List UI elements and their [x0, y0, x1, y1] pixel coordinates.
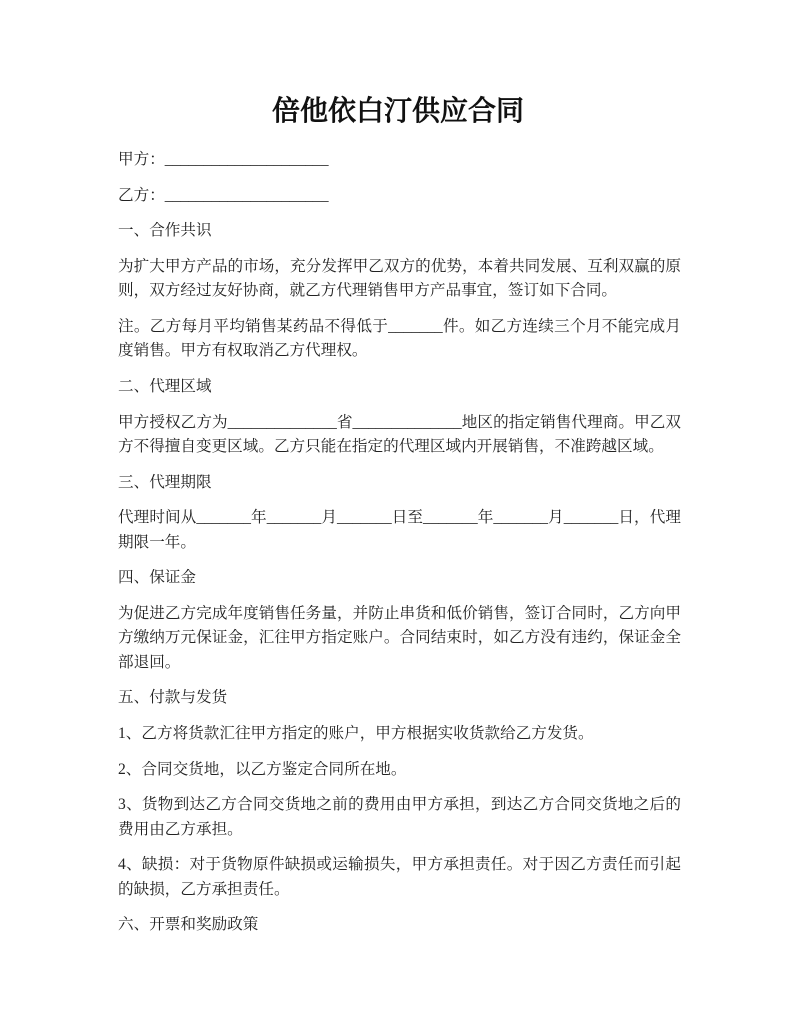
- section-2-heading: 二、代理区域: [118, 377, 212, 395]
- section-5-item-3: 3、货物到达乙方合同交货地之前的费用由甲方承担，到达乙方合同交货地之后的费用由乙方承担。: [118, 796, 681, 838]
- party-a-line: 甲方：_____________________: [118, 150, 329, 168]
- section-2-paragraph-1: 甲方授权乙方为______________省______________地区的指定销售代理商。甲乙双方不得擅自变更区域。乙方只能在指定的代理区域内开展销售，不准跨越区域。: [118, 413, 681, 455]
- section-5-item-4: 4、缺损：对于货物原件缺损或运输损失，甲方承担责任。对于因乙方责任而引起的缺损，乙方承担责任。: [118, 856, 681, 898]
- section-5-item-2: 2、合同交货地，以乙方鉴定合同所在地。: [118, 760, 407, 778]
- section-1-note: 注。乙方每月平均销售某药品不得低于_______件。如乙方连续三个月不能完成月度销售。甲方有权取消乙方代理权。: [118, 317, 681, 360]
- document-body: [118, 148, 681, 949]
- section-1-paragraph-1: 为扩大甲方产品的市场，充分发挥甲乙双方的优势，本着共同发展、互利双赢的原则，双方经过友好协商，就乙方代理销售甲方产品事宜，签订如下合同。: [118, 257, 681, 300]
- section-5-heading: 五、付款与发货: [118, 689, 228, 707]
- section-1-heading: 一、合作共识: [118, 222, 212, 240]
- section-3-paragraph-1: 代理时间从_______年_______月_______日至_______年_______月_______日，代理期限一年。: [118, 509, 681, 551]
- party-b-line: 乙方：_____________________: [118, 186, 329, 204]
- section-3-heading: 三、代理期限: [118, 473, 212, 491]
- section-6-heading: 六、开票和奖励政策: [118, 916, 259, 934]
- document-title: 倍他依白汀供应合同: [271, 96, 524, 127]
- section-4-paragraph-1: 为促进乙方完成年度销售任务量，并防止串货和低价销售，签订合同时，乙方向甲方缴纳万元保证金，汇往甲方指定账户。合同结束时，如乙方没有违约，保证金全部退回。: [118, 604, 681, 671]
- section-4-heading: 四、保证金: [118, 569, 196, 587]
- section-5-item-1: 1、乙方将货款汇往甲方指定的账户，甲方根据实收货款给乙方发货。: [118, 724, 594, 742]
